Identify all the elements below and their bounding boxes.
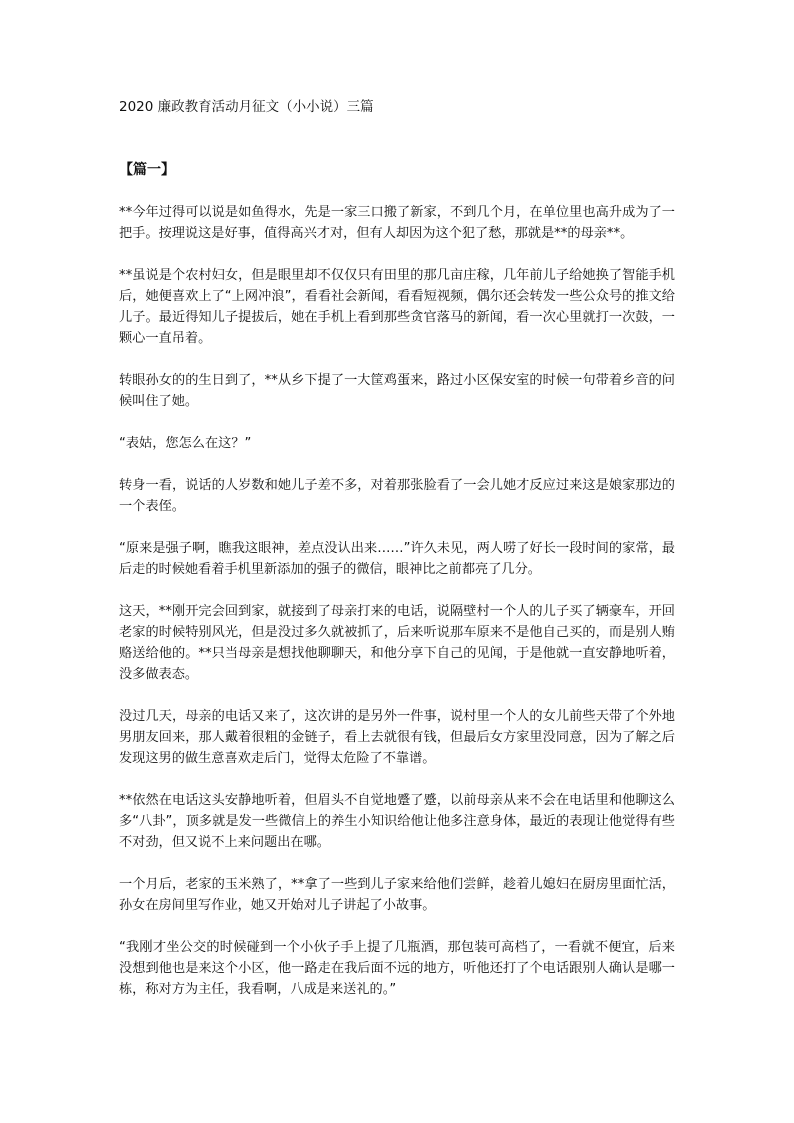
paragraph-9: **依然在电话这头安静地听着，但眉头不自觉地蹙了蹙，以前母亲从来不会在电话里和他聊这么多“八卦”，顶多就是发一些微信上的养生小知识给他让他多注意身体，最近的表现让他觉得有些不对劲，但又说不上来问题出在哪。: [119, 793, 675, 850]
paragraph-4: “表姑，您怎么在这？”: [119, 436, 252, 451]
document-title: 2020 廉政教育活动月征文（小小说）三篇: [119, 99, 374, 115]
section-heading: 【篇一】: [119, 162, 175, 178]
paragraph-2: **虽说是个农村妇女，但是眼里却不仅仅只有田里的那几亩庄稼，几年前儿子给她换了智能手机后，她便喜欢上了“上网冲浪”，看看社会新闻，看看短视频，偶尔还会转发一些公众号的推文给儿子。最近得知儿子提拔后，她在手机上看到那些贪官落马的新闻，看一次心里就打一次鼓，一颗心一直吊着。: [119, 268, 675, 346]
paragraph-6: “原来是强子啊，瞧我这眼神，差点没认出来……”许久未见，两人唠了好长一段时间的家常，最后走的时候她看着手机里新添加的强子的微信，眼神比之前都亮了几分。: [119, 541, 675, 577]
paragraph-10: 一个月后，老家的玉米熟了，**拿了一些到儿子家来给他们尝鲜，趁着儿媳妇在厨房里面忙活，孙女在房间里写作业，她又开始对儿子讲起了小故事。: [119, 877, 675, 913]
paragraph-7: 这天，**刚开完会回到家，就接到了母亲打来的电话，说隔壁村一个人的儿子买了辆豪车，开回老家的时候特别风光，但是没过多久就被抓了，后来听说那车原来不是他自己买的，而是别人贿赂送给他的。**只当母亲是想找他聊聊天，和他分享下自己的见闻，于是他就一直安静地听着，没多做表态。: [119, 604, 675, 682]
paragraph-3: 转眼孙女的的生日到了，**从乡下提了一大筐鸡蛋来，路过小区保安室的时候一句带着乡音的问候叫住了她。: [119, 373, 675, 409]
paragraph-11: “我刚才坐公交的时候碰到一个小伙子手上提了几瓶酒，那包装可高档了，一看就不便宜，后来没想到他也是来这个小区，他一路走在我后面不远的地方，听他还打了个电话跟别人确认是哪一栋，称对方为主任，我看啊，八成是来送礼的。”: [119, 940, 675, 997]
body-text: [119, 202, 675, 1021]
paragraph-5: 转身一看，说话的人岁数和她儿子差不多，对着那张脸看了一会儿她才反应过来这是娘家那边的一个表侄。: [119, 478, 675, 514]
paragraph-1: **今年过得可以说是如鱼得水，先是一家三口搬了新家，不到几个月，在单位里也高升成为了一把手。按理说这是好事，值得高兴才对，但有人却因为这个犯了愁，那就是**的母亲**。: [119, 205, 675, 241]
paragraph-8: 没过几天，母亲的电话又来了，这次讲的是另外一件事，说村里一个人的女儿前些天带了个外地男朋友回来，那人戴着很粗的金链子，看上去就很有钱，但最后女方家里没同意，因为了解之后发现这男的做生意喜欢走后门，觉得太危险了不靠谱。: [119, 709, 675, 766]
